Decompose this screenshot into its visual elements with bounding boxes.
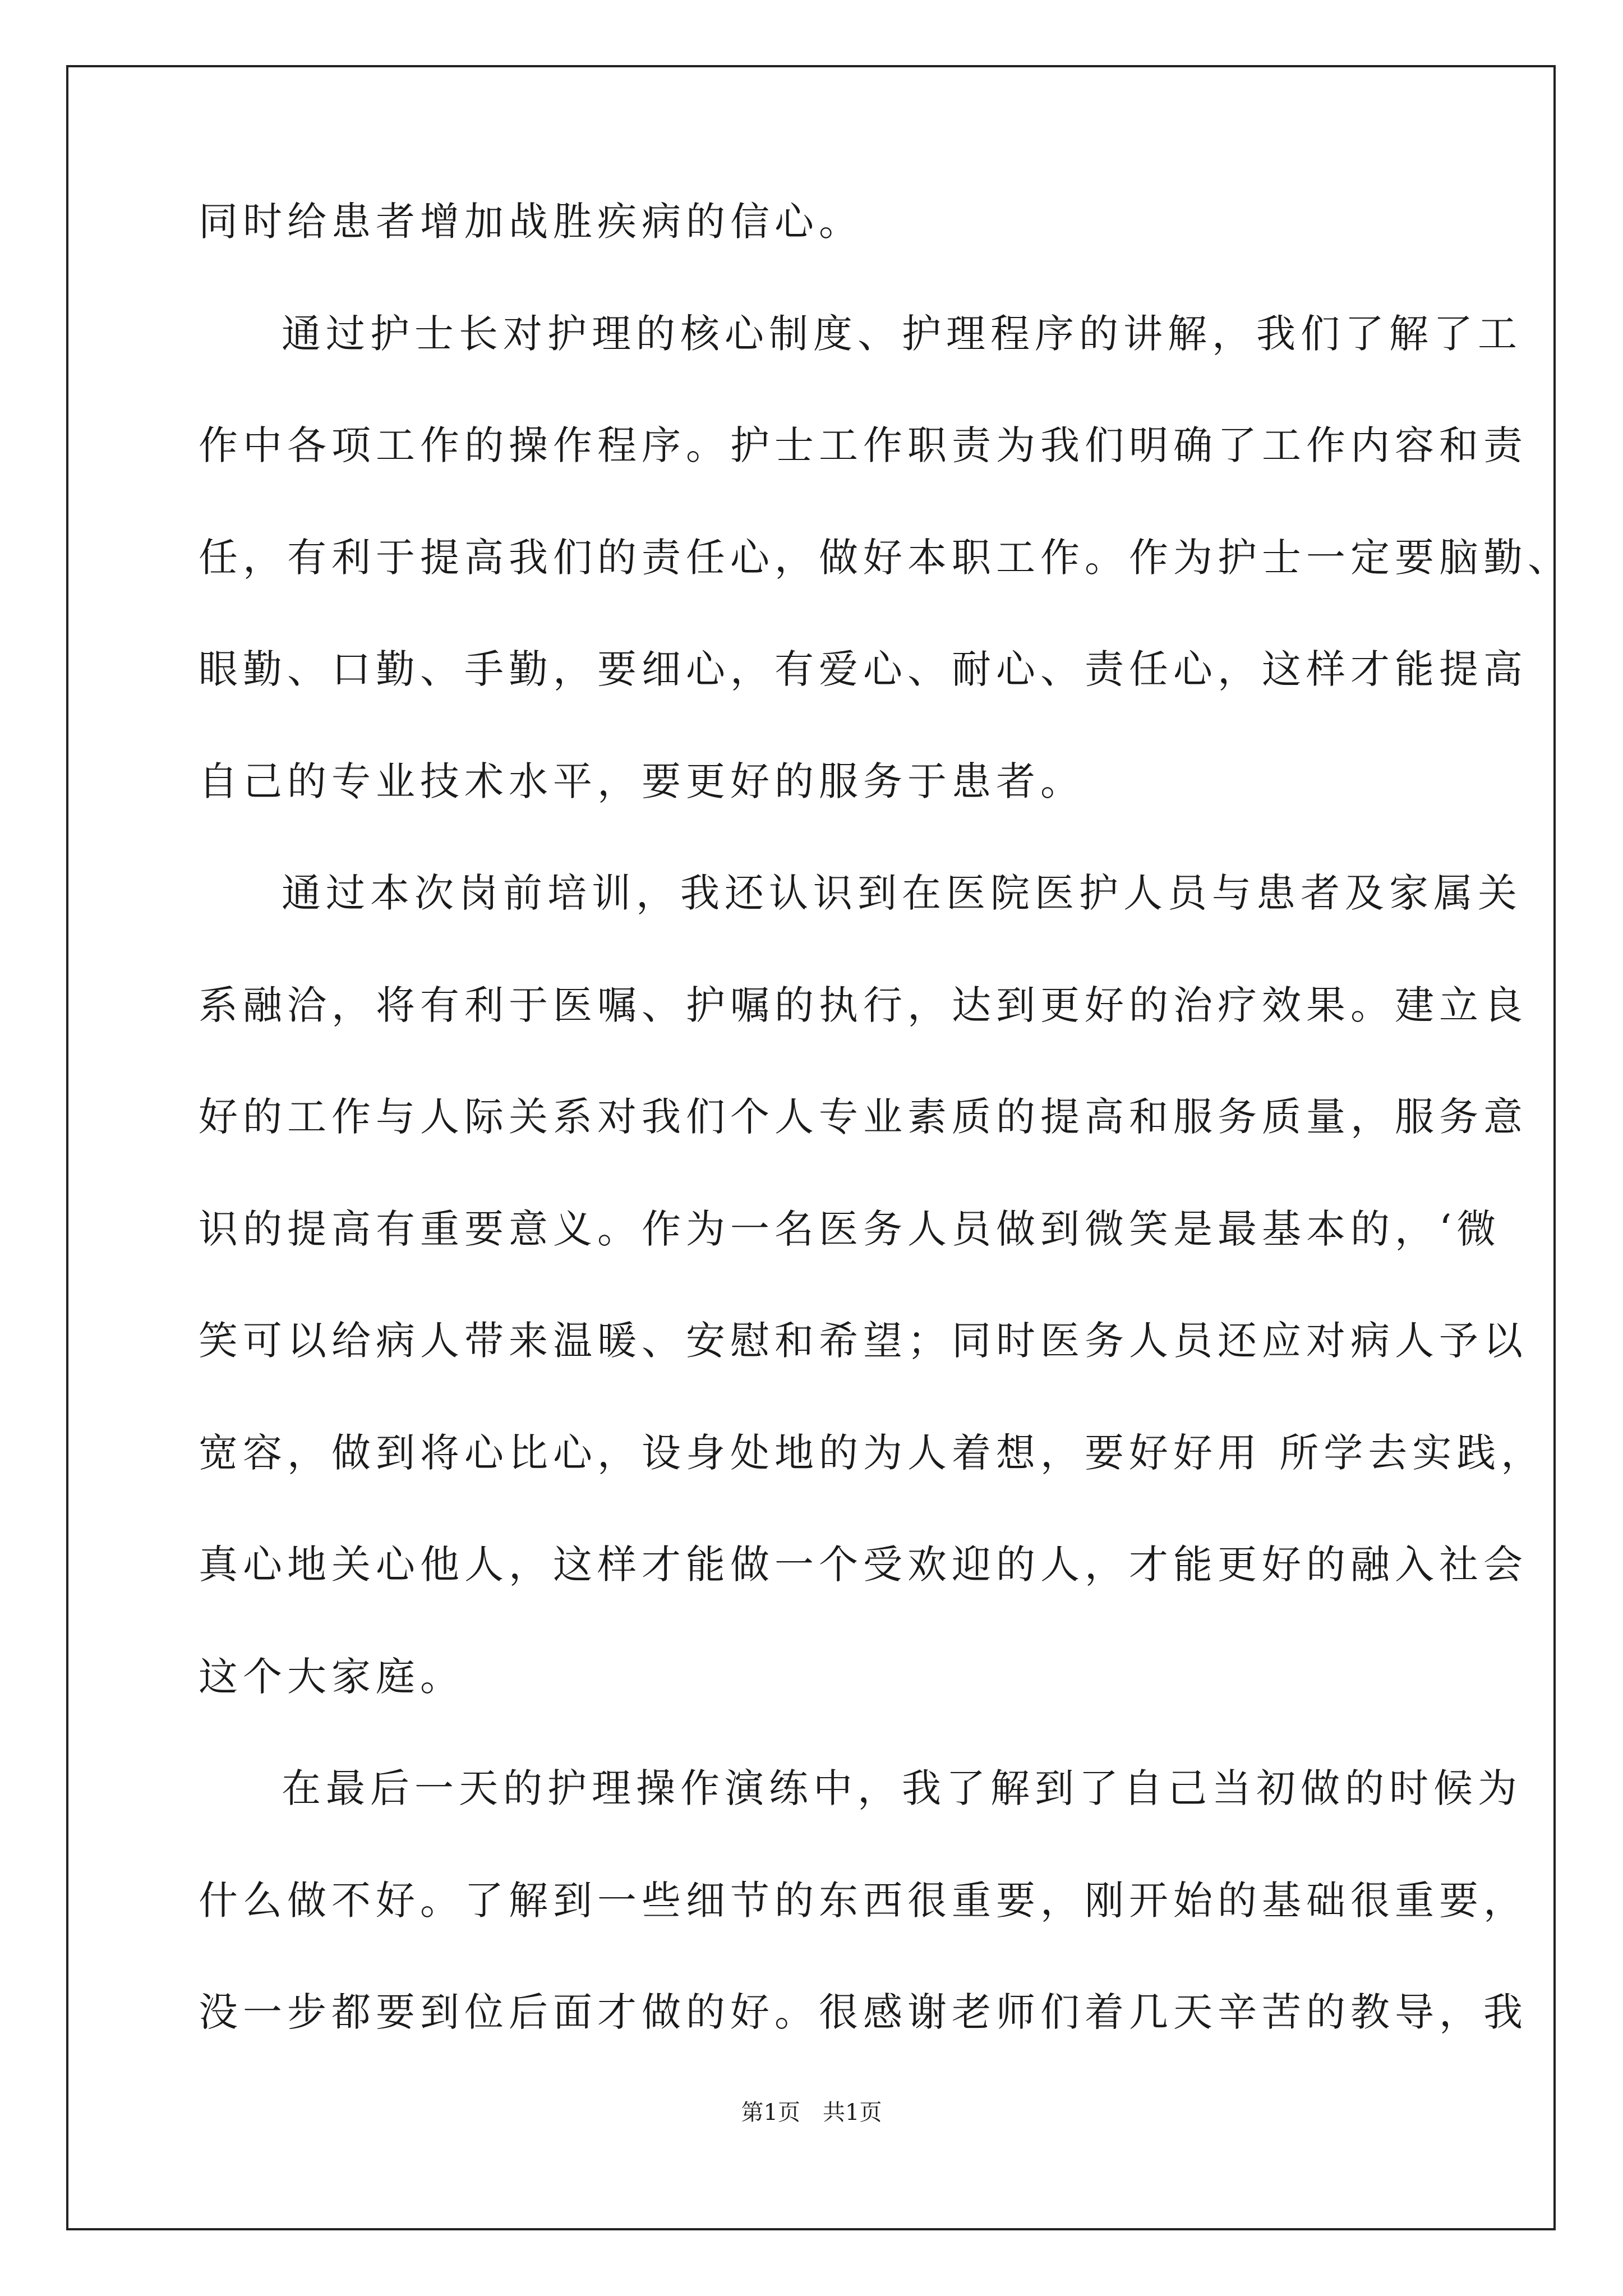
text-line: 通过护士长对护理的核心制度、护理程序的讲解，我们了解了工 xyxy=(282,310,1522,357)
text-line: 同时给患者增加战胜疾病的信心。 xyxy=(199,199,863,245)
text-line: 笑可以给病人带来温暖、安慰和希望；同时医务人员还应对病人予以 xyxy=(199,1318,1528,1364)
text-line: 眼勤、口勤、手勤，要细心，有爱心、耐心、责任心，这样才能提高 xyxy=(199,646,1528,692)
text-line: 宽容，做到将心比心，设身处地的为人着想，要好好用 所学去实践， xyxy=(199,1429,1546,1476)
text-line: 这个大家庭。 xyxy=(199,1653,464,1700)
text-line: 作中各项工作的操作程序。护士工作职责为我们明确了工作内容和责 xyxy=(199,422,1528,468)
text-line: 自己的专业技术水平，要更好的服务于患者。 xyxy=(199,758,1085,804)
text-line: 识的提高有重要意义。作为一名医务人员做到微笑是最基本的，‘微 xyxy=(199,1205,1501,1252)
page-number-footer: 第1页 共1页 xyxy=(741,2100,882,2125)
text-line: 系融洽，将有利于医嘱、护嘱的执行，达到更好的治疗效果。建立良 xyxy=(199,982,1528,1028)
text-line: 在最后一天的护理操作演练中，我了解到了自己当初做的时候为 xyxy=(282,1765,1522,1811)
text-line: 真心地关心他人，这样才能做一个受欢迎的人，才能更好的融入社会 xyxy=(199,1542,1528,1588)
text-line: 没一步都要到位后面才做的好。很感谢老师们着几天辛苦的教导，我 xyxy=(199,1989,1528,2035)
text-line: 什么做不好。了解到一些细节的东西很重要，刚开始的基础很重要， xyxy=(199,1877,1528,1924)
text-line: 好的工作与人际关系对我们个人专业素质的提高和服务质量，服务意 xyxy=(199,1094,1528,1140)
text-line: 任，有利于提高我们的责任心，做好本职工作。作为护士一定要脑勤、 xyxy=(199,534,1572,581)
text-line: 通过本次岗前培训，我还认识到在医院医护人员与患者及家属关 xyxy=(282,870,1522,916)
document-body xyxy=(199,199,1572,2105)
